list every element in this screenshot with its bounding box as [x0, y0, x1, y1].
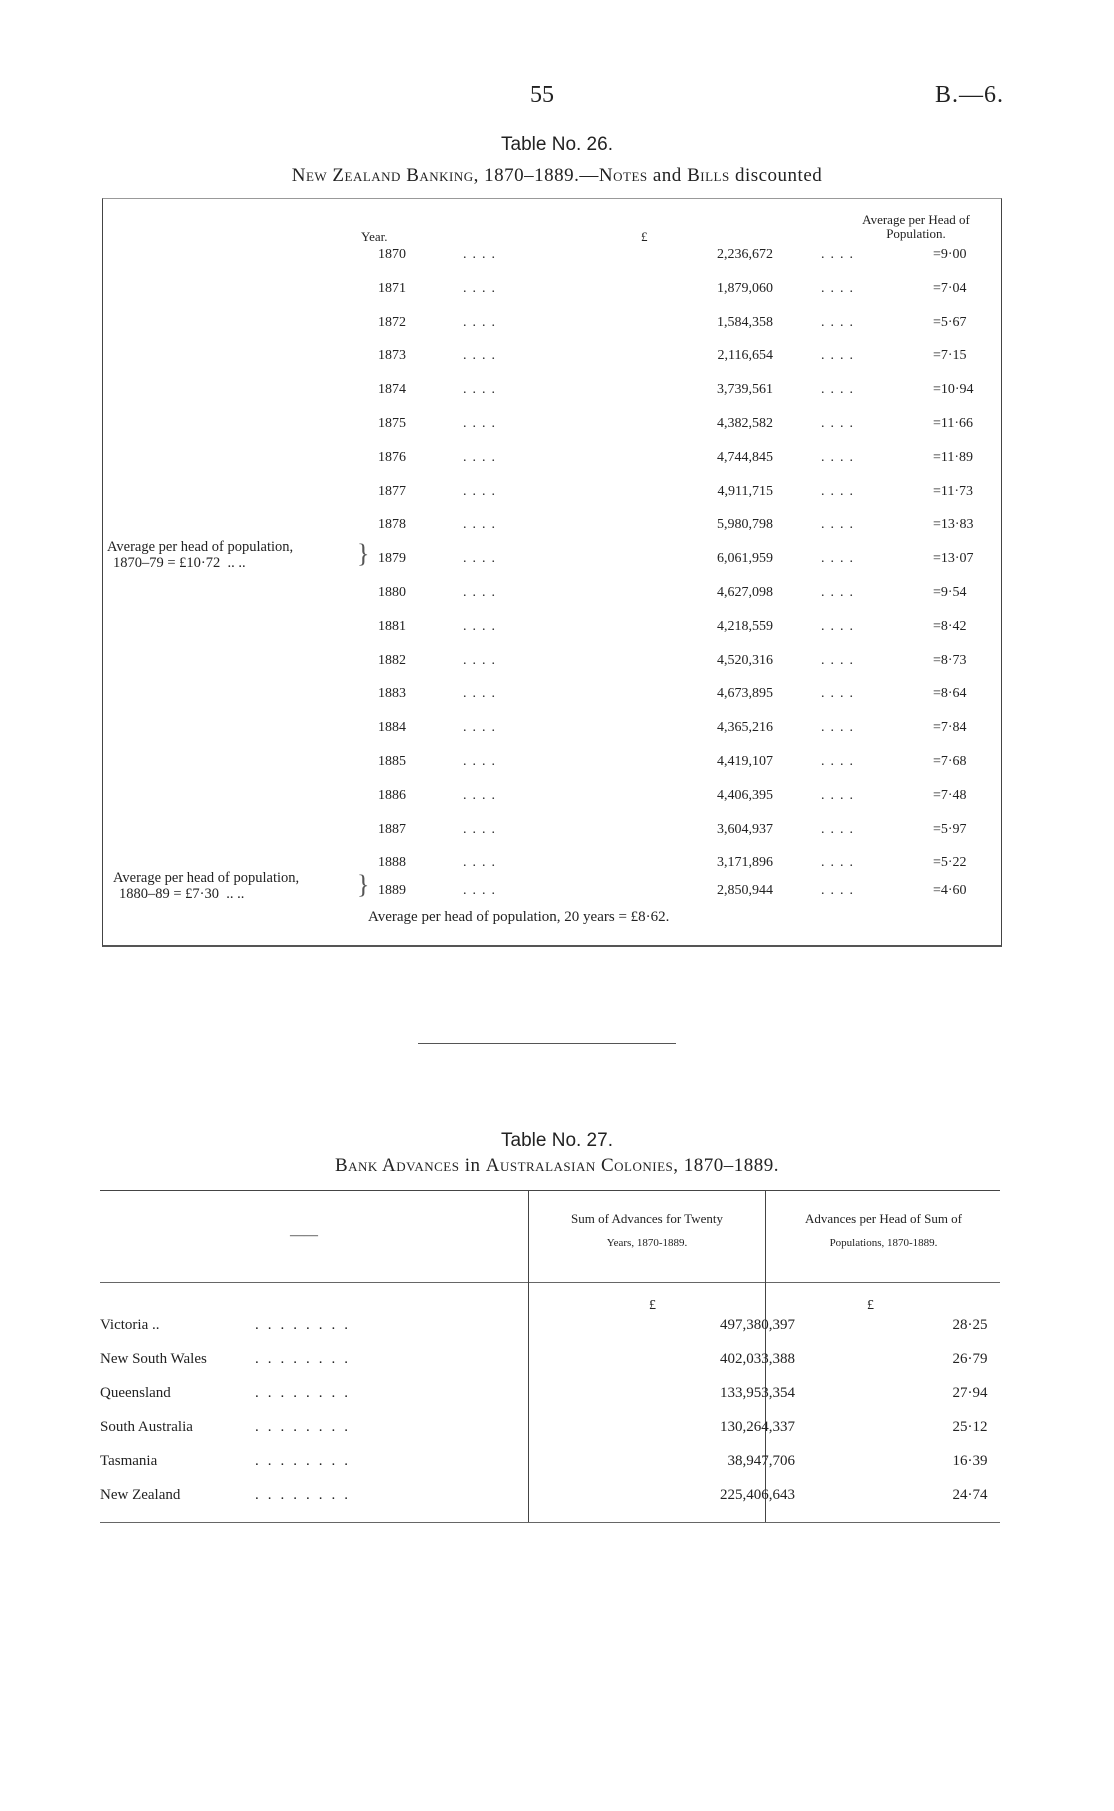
- table26-col-amount: £: [641, 229, 648, 244]
- advances-sum: 497,380,397: [720, 1317, 795, 1333]
- table27-col1-dash: ——: [290, 1228, 318, 1243]
- leader-dots: ....: [821, 618, 859, 634]
- advances-per-head: 27·94: [952, 1385, 988, 1401]
- amount-cell: 5,980,798: [717, 517, 773, 533]
- year-cell: 1871: [378, 280, 406, 296]
- year-cell: 1876: [378, 449, 406, 465]
- amount-cell: 4,673,895: [717, 686, 773, 702]
- leader-dots: ........: [255, 1453, 357, 1469]
- leader-dots: ........: [255, 1487, 357, 1503]
- advances-sum: 133,953,354: [720, 1385, 795, 1401]
- amount-cell: 4,627,098: [717, 585, 773, 600]
- leader-dots: ....: [821, 517, 859, 533]
- avg-cell: =5·22: [933, 855, 967, 871]
- col-sum-line1: Sum of Advances for Twenty: [571, 1211, 723, 1226]
- table26-col-year: Year.: [361, 229, 388, 244]
- col-head-line2: Populations, 1870-1889.: [829, 1237, 938, 1249]
- colony-name: Tasmania: [100, 1453, 158, 1469]
- table26-row: [103, 484, 1001, 506]
- colony-name: Queensland: [100, 1385, 171, 1401]
- year-cell: 1875: [378, 416, 406, 431]
- col-sum-line2: Years, 1870-1889.: [606, 1237, 688, 1249]
- advances-sum: 402,033,388: [720, 1351, 795, 1367]
- avg-cell: =5·67: [933, 314, 967, 330]
- table27-row: [100, 1351, 1000, 1377]
- leader-dots: ....: [821, 855, 859, 871]
- table26-row: [103, 653, 1001, 675]
- table26-row: [103, 585, 1001, 607]
- table26: [102, 198, 1002, 947]
- leader-dots: ....: [463, 720, 501, 736]
- table26-note-1880s: [113, 870, 363, 902]
- leader-dots: ....: [821, 551, 859, 567]
- note-1870s-line2: 1870–79 = £10·72: [113, 555, 221, 571]
- table27-subtitle-d: , 1870–1889.: [673, 1155, 780, 1176]
- table27-top-rule: [100, 1190, 1000, 1191]
- year-cell: 1886: [378, 787, 406, 803]
- year-cell: 1889: [378, 883, 406, 899]
- leader-dots: ....: [821, 686, 859, 702]
- year-cell: 1877: [378, 483, 406, 499]
- amount-cell: 3,604,937: [717, 821, 773, 837]
- note-1880s-dots: .. ..: [226, 886, 245, 902]
- table27-subtitle: [0, 1155, 1114, 1177]
- leader-dots: ....: [463, 382, 501, 398]
- leader-dots: ....: [463, 517, 501, 533]
- amount-cell: 3,739,561: [717, 382, 773, 398]
- leader-dots: ....: [463, 686, 501, 702]
- leader-dots: ....: [463, 883, 501, 899]
- avg-cell: =10·94: [933, 382, 974, 398]
- avg-cell: =5·97: [933, 821, 967, 837]
- table26-col-avg-line1: Average per Head of: [862, 212, 970, 227]
- leader-dots: ....: [463, 348, 501, 364]
- amount-cell: 4,744,845: [717, 449, 773, 465]
- year-cell: 1885: [378, 754, 406, 769]
- table26-subtitle-c: Notes: [598, 165, 648, 186]
- amount-cell: 4,365,216: [717, 720, 773, 736]
- leader-dots: ........: [255, 1351, 357, 1367]
- table27-row: [100, 1419, 1000, 1445]
- advances-per-head: 25·12: [952, 1419, 988, 1435]
- table26-subtitle-e: Bills: [687, 165, 730, 186]
- leader-dots: ....: [821, 382, 859, 398]
- table26-title: Table No. 26.: [501, 134, 613, 155]
- table26-col-avg: [841, 213, 991, 241]
- leader-dots: ....: [821, 280, 859, 296]
- year-cell: 1870: [378, 247, 406, 262]
- colony-name: New Zealand: [100, 1487, 181, 1503]
- year-cell: 1882: [378, 652, 406, 668]
- year-cell: 1887: [378, 821, 406, 837]
- leader-dots: ....: [821, 787, 859, 803]
- leader-dots: ........: [255, 1385, 357, 1401]
- leader-dots: ....: [463, 449, 501, 465]
- leader-dots: ....: [821, 585, 859, 600]
- avg-cell: =7·84: [933, 720, 967, 736]
- leader-dots: ....: [463, 787, 501, 803]
- leader-dots: ....: [821, 821, 859, 837]
- brace-1880s: }: [357, 870, 370, 899]
- table26-row: [103, 247, 1001, 269]
- leader-dots: ....: [463, 652, 501, 668]
- table26-col-avg-line2: Population.: [886, 226, 946, 241]
- leader-dots: ....: [821, 720, 859, 736]
- leader-dots: ....: [463, 618, 501, 634]
- table26-row: [103, 382, 1001, 404]
- table26-subtitle-f: discounted: [729, 165, 823, 186]
- amount-cell: 4,911,715: [717, 483, 773, 499]
- table27-row: [100, 1487, 1000, 1513]
- table27-subtitle-c: Australasian Colonies: [485, 1155, 674, 1176]
- table26-row: [103, 416, 1001, 438]
- table27-subtitle-b: in: [459, 1155, 486, 1176]
- leader-dots: ....: [463, 416, 501, 431]
- leader-dots: ....: [463, 483, 501, 499]
- amount-cell: 4,520,316: [717, 652, 773, 668]
- avg-cell: =8·64: [933, 686, 967, 702]
- leader-dots: ........: [255, 1317, 357, 1333]
- leader-dots: ....: [821, 247, 859, 262]
- leader-dots: ....: [821, 483, 859, 499]
- leader-dots: ....: [463, 247, 501, 262]
- year-cell: 1884: [378, 720, 406, 736]
- note-1870s-dots: .. ..: [227, 555, 246, 571]
- amount-cell: 4,419,107: [717, 754, 773, 769]
- table26-row: [103, 281, 1001, 303]
- avg-cell: =7·04: [933, 280, 967, 296]
- table26-subtitle-d: and: [647, 165, 688, 186]
- leader-dots: ....: [821, 416, 859, 431]
- year-cell: 1873: [378, 348, 406, 364]
- year-cell: 1883: [378, 686, 406, 702]
- year-cell: 1880: [378, 585, 406, 600]
- leader-dots: ....: [821, 652, 859, 668]
- leader-dots: ....: [821, 449, 859, 465]
- note-1870s-line1: Average per head of population,: [107, 539, 294, 555]
- year-cell: 1881: [378, 618, 406, 634]
- year-cell: 1879: [378, 551, 406, 567]
- avg-cell: =11·66: [933, 416, 974, 431]
- colony-name: New South Wales: [100, 1351, 207, 1367]
- advances-per-head: 28·25: [952, 1317, 988, 1333]
- avg-cell: =4·60: [933, 883, 967, 899]
- note-1880s-line1: Average per head of population,: [113, 870, 300, 886]
- leader-dots: ....: [463, 754, 501, 769]
- col-head-line1: Advances per Head of Sum of: [804, 1211, 963, 1226]
- advances-sum: 130,264,337: [720, 1419, 795, 1435]
- year-cell: 1878: [378, 517, 406, 533]
- colony-name: South Australia: [100, 1419, 193, 1435]
- page-reference: B.—6.: [934, 82, 1004, 108]
- table27-col-head: [767, 1206, 1000, 1256]
- avg-cell: =9·00: [933, 247, 967, 262]
- leader-dots: ....: [463, 585, 501, 600]
- table26-subtitle-a: New Zealand Banking: [291, 165, 474, 186]
- leader-dots: ....: [463, 821, 501, 837]
- table27-unit-head: £: [867, 1298, 874, 1313]
- year-cell: 1888: [378, 855, 406, 871]
- table26-row: [103, 450, 1001, 472]
- amount-cell: 4,406,395: [717, 787, 773, 803]
- leader-dots: ....: [463, 314, 501, 330]
- table27-row: [100, 1317, 1000, 1343]
- avg-cell: =13·07: [933, 551, 974, 567]
- avg-cell: =7·15: [933, 348, 967, 364]
- table27-subtitle-a: Bank Advances: [334, 1155, 460, 1176]
- note-1880s-line2: 1880–89 = £7·30: [119, 886, 220, 902]
- leader-dots: ....: [821, 754, 859, 769]
- table26-subtitle-b: , 1870–1889.—: [473, 165, 599, 186]
- advances-per-head: 16·39: [952, 1453, 988, 1469]
- amount-cell: 3,171,896: [717, 855, 773, 871]
- leader-dots: ........: [255, 1419, 357, 1435]
- amount-cell: 1,584,358: [717, 314, 773, 330]
- table27-title: Table No. 27.: [501, 1130, 613, 1151]
- page-number: 55: [530, 82, 554, 108]
- leader-dots: ....: [463, 855, 501, 871]
- amount-cell: 2,850,944: [717, 883, 773, 899]
- leader-dots: ....: [463, 280, 501, 296]
- leader-dots: ....: [821, 348, 859, 364]
- amount-cell: 2,236,672: [717, 247, 773, 262]
- year-cell: 1874: [378, 382, 406, 398]
- amount-cell: 4,218,559: [717, 618, 773, 634]
- amount-cell: 1,879,060: [717, 280, 773, 296]
- table26-row: [103, 788, 1001, 810]
- table26-row: [103, 720, 1001, 742]
- table27-unit-sum: £: [649, 1298, 656, 1313]
- leader-dots: ....: [463, 551, 501, 567]
- avg-cell: =11·89: [933, 449, 974, 465]
- avg-cell: =11·73: [933, 483, 974, 499]
- avg-cell: =7·68: [933, 754, 967, 769]
- advances-sum: 225,406,643: [720, 1487, 795, 1503]
- leader-dots: ....: [821, 883, 859, 899]
- table27-bottom-rule: [100, 1522, 1000, 1523]
- section-divider: [418, 1043, 676, 1044]
- table26-note-1870s: [107, 539, 357, 571]
- table26-footer: Average per head of population, 20 years = £8·62.: [368, 909, 670, 925]
- table26-row: [103, 686, 1001, 708]
- avg-cell: =13·83: [933, 517, 974, 533]
- advances-per-head: 26·79: [952, 1351, 988, 1367]
- table26-row: [103, 754, 1001, 776]
- amount-cell: 6,061,959: [717, 551, 773, 567]
- avg-cell: =9·54: [933, 585, 967, 600]
- colony-name: Victoria ..: [100, 1317, 160, 1333]
- avg-cell: =7·48: [933, 787, 967, 803]
- amount-cell: 4,382,582: [717, 416, 773, 431]
- brace-1870s: }: [357, 539, 370, 568]
- advances-per-head: 24·74: [952, 1487, 988, 1503]
- table27-row: [100, 1453, 1000, 1479]
- avg-cell: =8·42: [933, 618, 967, 634]
- avg-cell: =8·73: [933, 652, 967, 668]
- leader-dots: ....: [821, 314, 859, 330]
- table27-col-sum: [530, 1206, 764, 1256]
- table27-row: [100, 1385, 1000, 1411]
- table26-row: [103, 822, 1001, 844]
- amount-cell: 2,116,654: [717, 348, 773, 364]
- table27-header-rule: [100, 1282, 1000, 1283]
- table26-row: [103, 348, 1001, 370]
- table26-subtitle: [0, 165, 1114, 187]
- table26-row: [103, 315, 1001, 337]
- table26-row: [103, 517, 1001, 539]
- advances-sum: 38,947,706: [727, 1453, 795, 1469]
- table26-row: [103, 619, 1001, 641]
- year-cell: 1872: [378, 314, 406, 330]
